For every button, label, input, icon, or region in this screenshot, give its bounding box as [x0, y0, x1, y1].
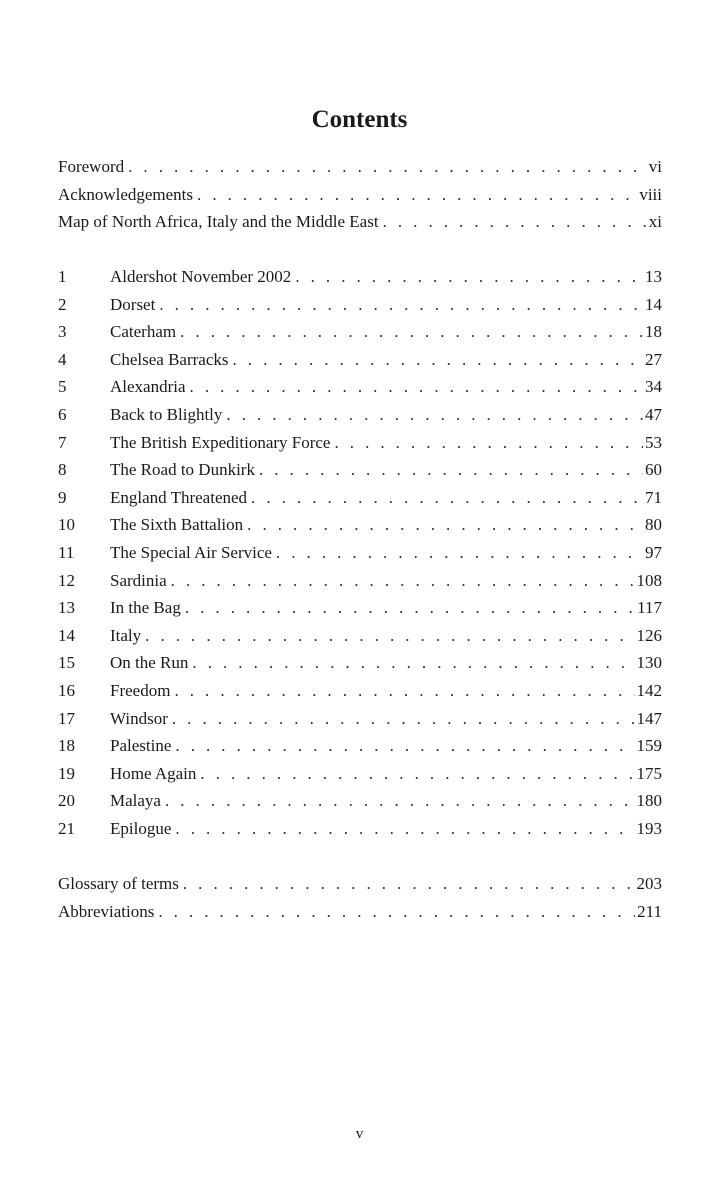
toc-chapter-number: 1: [58, 267, 67, 286]
toc-entry: [58, 539, 662, 567]
toc-chapter-number: 5: [58, 377, 67, 397]
toc-page-number: 126: [636, 625, 662, 645]
toc-entry: [58, 732, 662, 760]
toc-page-number: 175: [636, 763, 662, 783]
toc-page-number: vi: [648, 157, 662, 176]
toc-dot-leader: [232, 346, 643, 374]
toc-entry: [58, 318, 662, 346]
toc-page-number: 211: [637, 901, 662, 921]
toc-entry: [58, 787, 662, 815]
toc-entry-title: On the Run: [110, 653, 189, 673]
toc-entry: [58, 815, 662, 843]
toc-page-number: 47: [645, 404, 662, 424]
toc-dot-leader: [383, 208, 647, 236]
toc-page-number: 34: [645, 377, 662, 397]
toc-chapter-number: 13: [58, 598, 75, 618]
toc-entry-title: Chelsea Barracks: [110, 349, 229, 369]
toc-page-number: 53: [645, 432, 662, 452]
toc-dot-leader: [190, 373, 643, 401]
toc-entry: [58, 705, 662, 733]
toc-entry: [58, 511, 662, 539]
toc-entry-title: Dorset: [110, 294, 156, 314]
toc-entry: [58, 484, 662, 512]
toc-entry-title: The British Expeditionary Force: [110, 432, 331, 452]
toc-dot-leader: [259, 456, 643, 484]
toc-dot-leader: [197, 181, 637, 209]
toc-page-number: 193: [636, 818, 662, 838]
toc-chapter-number: 20: [58, 791, 75, 811]
toc-entry-title: England Threatened: [110, 487, 248, 507]
toc-entry-title: Abbreviations: [58, 901, 155, 921]
toc-entry-title: Alexandria: [110, 377, 186, 397]
toc-entry: [58, 622, 662, 650]
toc-page-number: 117: [637, 598, 662, 618]
toc-chapter-number: 17: [58, 708, 75, 728]
toc-entry: [58, 401, 662, 429]
toc-chapter-number: 3: [58, 322, 67, 342]
toc-dot-leader: [226, 401, 643, 429]
toc-dot-leader: [128, 153, 647, 181]
toc-entry-title: Epilogue: [110, 818, 172, 838]
toc-back-matter: [58, 870, 662, 925]
toc-chapter-number: 21: [58, 818, 75, 838]
toc-entry: [58, 181, 662, 209]
toc-page-number: 27: [645, 349, 662, 369]
toc-page-number: 180: [636, 791, 662, 811]
toc-page-number: viii: [639, 184, 662, 204]
toc-entry: [58, 208, 662, 236]
toc-page-number: 97: [645, 542, 662, 562]
toc-dot-leader: [276, 539, 643, 567]
toc-dot-leader: [175, 732, 634, 760]
toc-chapter-number: 8: [58, 460, 67, 480]
toc-dot-leader: [180, 318, 643, 346]
toc-dot-leader: [159, 291, 643, 319]
toc-chapter-number: 14: [58, 625, 75, 645]
toc-page-number: 60: [645, 460, 662, 480]
toc-dot-leader: [192, 649, 634, 677]
toc-entry-title: Aldershot November 2002: [110, 267, 292, 286]
toc-entry: [58, 346, 662, 374]
toc-entry-title: Sardinia: [110, 570, 167, 590]
toc-entry: [58, 153, 662, 181]
toc-dot-leader: [175, 815, 634, 843]
toc-dot-leader: [174, 677, 634, 705]
toc-dot-leader: [185, 594, 635, 622]
toc-page-number: 71: [645, 487, 662, 507]
toc-entry: [58, 760, 662, 788]
toc-page-number: 14: [645, 294, 662, 314]
toc-page-number: xi: [648, 212, 662, 232]
toc-entry-title: The Road to Dunkirk: [110, 460, 255, 480]
toc-dot-leader: [251, 484, 643, 512]
toc-entry: [58, 594, 662, 622]
page-number: v: [355, 1126, 364, 1142]
toc-entry-title: In the Bag: [110, 598, 181, 618]
toc-chapter-number: 7: [58, 432, 67, 452]
toc-page-number: 159: [636, 736, 662, 756]
toc-chapter-number: 2: [58, 294, 67, 314]
toc-page-number: 147: [636, 708, 662, 728]
toc-chapter-number: 15: [58, 653, 75, 673]
toc-page-number: 108: [636, 570, 662, 590]
toc-chapter-number: 16: [58, 680, 75, 700]
toc-page-number: 142: [636, 680, 662, 700]
toc-entry: [58, 456, 662, 484]
toc-chapter-number: 19: [58, 763, 75, 783]
toc-entry-title: Map of North Africa, Italy and the Middle East: [58, 212, 379, 232]
toc-page-number: 18: [645, 322, 662, 342]
toc-page-number: 203: [636, 874, 662, 893]
toc-dot-leader: [171, 567, 635, 595]
toc-entry-title: Glossary of terms: [58, 874, 179, 893]
toc-entry: [58, 677, 662, 705]
toc-dot-leader: [165, 787, 635, 815]
toc-entry-title: Palestine: [110, 736, 172, 756]
toc-chapter-number: 4: [58, 349, 67, 369]
toc-entry-title: Italy: [110, 625, 142, 645]
toc-page-number: 80: [645, 515, 662, 535]
toc-chapter-number: 10: [58, 515, 75, 535]
toc-entry-title: Foreword: [58, 157, 125, 176]
toc-entry: [58, 263, 662, 291]
toc-chapter-number: 11: [58, 542, 75, 562]
toc-entry-title: Home Again: [110, 763, 197, 783]
toc-dot-leader: [145, 622, 634, 650]
toc-entry: [58, 373, 662, 401]
toc-page-number: 130: [636, 653, 662, 673]
toc-entry-title: Freedom: [110, 680, 171, 700]
toc-dot-leader: [200, 760, 634, 788]
toc-dot-leader: [295, 263, 643, 291]
toc-dot-leader: [247, 511, 643, 539]
toc-entry: [58, 567, 662, 595]
toc-entry: [58, 649, 662, 677]
toc-entry-title: Windsor: [110, 708, 168, 728]
toc-entry-title: Malaya: [110, 791, 161, 811]
toc-entry-title: Acknowledgements: [58, 184, 194, 204]
toc-dot-leader: [158, 898, 635, 926]
toc-page-number: 13: [645, 267, 662, 286]
toc-chapters: [58, 263, 662, 842]
toc-front-matter: [58, 153, 662, 236]
toc-chapter-number: 18: [58, 736, 75, 756]
toc-entry-title: The Special Air Service: [110, 542, 272, 562]
toc-chapter-number: 6: [58, 404, 67, 424]
toc-entry-title: The Sixth Battalion: [110, 515, 244, 535]
toc-entry: [58, 898, 662, 926]
page-title: Contents: [311, 106, 408, 133]
toc-dot-leader: [172, 705, 635, 733]
toc-dot-leader: [183, 870, 635, 898]
toc-entry-title: Back to Blightly: [110, 404, 223, 424]
toc-entry: [58, 291, 662, 319]
toc-dot-leader: [334, 429, 643, 457]
toc-entry: [58, 429, 662, 457]
toc-entry: [58, 870, 662, 898]
toc-entry-title: Caterham: [110, 322, 177, 342]
toc-chapter-number: 12: [58, 570, 75, 590]
toc-chapter-number: 9: [58, 487, 67, 507]
